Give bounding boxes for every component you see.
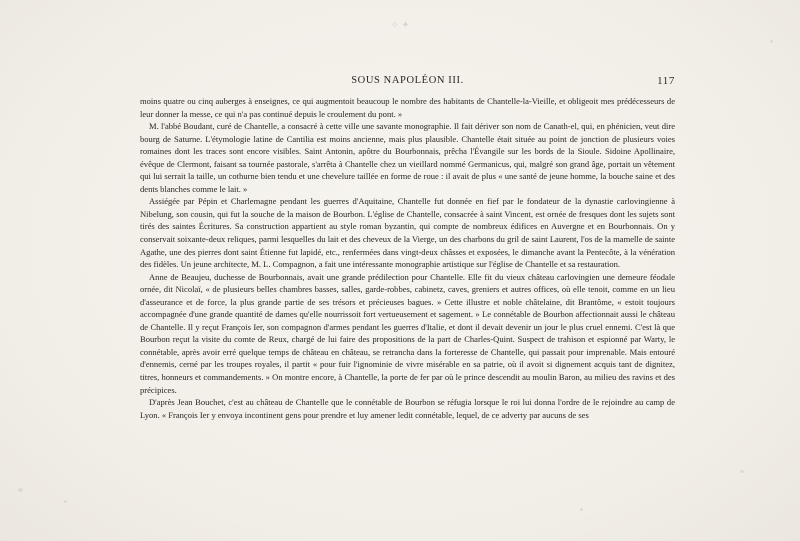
- foxing-spot: [18, 488, 23, 492]
- paragraph-jean-bouchet: D'après Jean Bouchet, c'est au château de Chantelle que le connétable de Bourbon se réfugia lorsque le roi lui donna l'ordre de le rejoindre au camp de Lyon. « François Ier y envoya incontinent gens pour prendre et luy amener ledit connétable, lequel, de ce adverty par aucuns de ses: [140, 397, 675, 420]
- foxing-spot: [580, 508, 583, 511]
- paragraph-anne-de-beaujeu: Anne de Beaujeu, duchesse de Bourbonnais, avait une grande prédilection pour Chantelle. Elle fit du vieux château carlovingien une demeure féodale ornée, dit Nicolaï, « de plusieurs belles chambres basses, salles, garde-robbes, cabinetz, caves, greniers et autres offices, où elle tenoit, comme en un lieu d'asseurance et de force, la plus grande partie de ses trésors et précieuses bagues. » Cette illustre et noble châtelaine, dit Brantôme, « estoit toujours accompagnée d'une grande quantité de dames qu'elle nourrissoit fort vertueusement et sagement. » Le connétable de Bourbon affectionnait aussi le château de Chantelle. Il y reçut François Ier, son compagnon d'armes pendant les guerres d'Italie, et dont il devait devenir un jour le plus cruel ennemi. C'est là que Bourbon reçut la visite du comte de Reux, chargé de lui faire des propositions de la part de Charles-Quint. Suspect de trahison et espionné par Warty, le connétable, après avoir erré quelque temps de château en château, se retrancha dans la forteresse de Chantelle, qui passait pour imprenable. Mais entouré d'ennemis, cerné par les troupes royales, il partit « pour fuir l'ignominie de vivre misérable en sa patrie, où il avoit si dignement acquis tant de dignitez, titres, honneurs et commandements. » On montre encore, à Chantelle, la porte de fer par où le prince descendit au moulin Baron, au milieu des ravins et des précipices.: [140, 271, 675, 395]
- foxing-spot: [64, 500, 67, 503]
- body-text: [140, 95, 675, 421]
- paragraph-pepin: Assiégée par Pépin et Charlemagne pendant les guerres d'Aquitaine, Chantelle fut donnée en fief par le fondateur de la dynastie carlovingienne à Nibelung, son cousin, qui fut la souche de la maison de Bourbon. L'église de Chantelle, consacrée à saint Vincent, est ornée de fresques dont les sujets sont tirés des saintes Écritures. Sa construction appartient au style roman byzantin, qui compte de nombreux édifices en Auvergne et en Bourbonnais. On y conservait soixante-deux reliques, parmi lesquelles du lait et des cheveux de la Vierge, un des charbons du gril de saint Laurent, l'os de la mamelle de sainte Agathe, une des pierres dont saint Étienne fut lapidé, etc., renfermées dans vingt-deux châsses et exposées, le dimanche avant la Pentecôte, à la vénération des fidèles. Un jeune architecte, M. L. Compagnon, a fait une intéressante monographie artistique sur l'église de Chantelle et sa restauration.: [140, 196, 675, 270]
- page-number: 117: [657, 75, 675, 87]
- paragraph-boudant: M. l'abbé Boudant, curé de Chantelle, a consacré à cette ville une savante monographie. Il fait dériver son nom de Canath-el, qui, en phénicien, veut dire bourg de Saturne. L'étymologie latine de Cantilia est moins ancienne, mais plus plausible. Chantelle était située au point de jonction de plusieurs voies romaines dont les traces sont encore visibles. Saint Antonin, apôtre du Bourbonnais, prêcha l'Évangile sur les bords de la Sioule. Sidoine Apollinaire, évêque de Clermont, faisant sa tournée pastorale, s'arrêta à Chantelle chez un vieillard nommé Germanicus, qui, malgré son grand âge, portait un vêtement qui lui serrait la taille, un cothurne bien tendu et une chevelure taillée en forme de roue : il avait de plus « une santé de jeune homme, la bouche saine et des dents blanches comme le lait. »: [140, 121, 675, 194]
- page-header: [140, 75, 675, 91]
- foxing-spot: [770, 40, 773, 43]
- library-stamp: ✧ ✦: [390, 20, 410, 31]
- running-title: SOUS NAPOLÉON III.: [351, 75, 464, 86]
- paragraph-continuation: moins quatre ou cinq auberges à enseignes, ce qui augmentoit beaucoup le nombre des habitants de Chantelle-la-Vieille, et obligeoit mes prédécesseurs de leur donner la messe, ce qui n'a pas continué depuis le croulement du pont. »: [140, 96, 675, 119]
- foxing-spot: [740, 470, 744, 473]
